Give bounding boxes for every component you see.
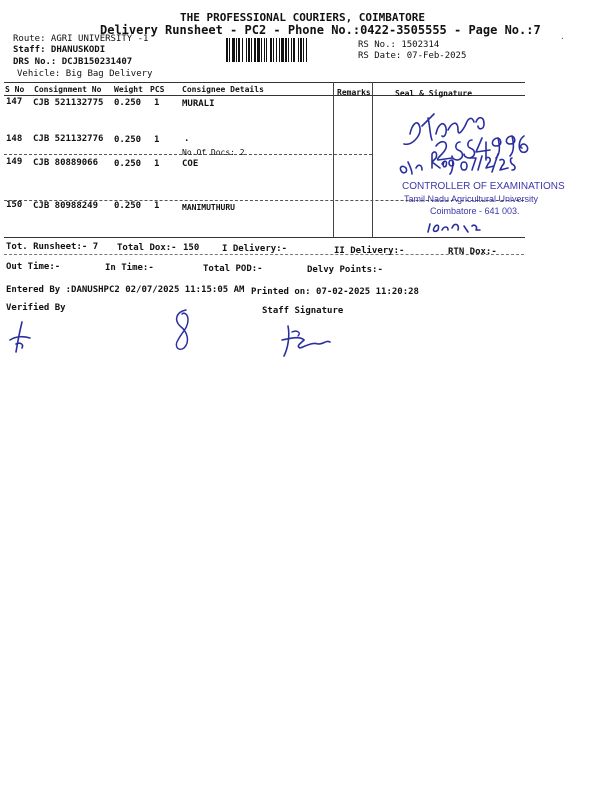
- cell-consignment: CJB 80889066: [33, 158, 99, 168]
- cell-consignment: CJB 80988249: [33, 201, 99, 211]
- staff-signature-scribble: [278, 322, 334, 360]
- barcode-bar: [238, 38, 240, 62]
- barcode-bar: [270, 38, 272, 62]
- delvy-points: Delvy Points:-: [307, 265, 383, 275]
- cell-pcs: 1: [154, 159, 160, 169]
- route-label: Route: AGRI UNIVERSITY -1: [13, 34, 149, 44]
- barcode-bar: [298, 38, 299, 62]
- company-name: THE PROFESSIONAL COURIERS, COIMBATORE: [180, 11, 426, 24]
- barcode-bar: [264, 38, 265, 62]
- drs-number: DRS No.: DCJB150231407: [13, 57, 133, 67]
- entered-by: Entered By :DANUSHPC2 02/07/2025 11:15:05 AM: [6, 285, 245, 295]
- barcode-bar: [273, 38, 274, 62]
- col-header-pcs: PCS: [150, 85, 165, 94]
- middle-signature: [168, 306, 198, 354]
- runsheet-title: Delivery Runsheet - PC2 - Phone No.:0422-3505555 - Page No.:7: [100, 23, 541, 37]
- barcode-bar: [279, 38, 280, 62]
- col-header-sno: S No: [5, 85, 25, 94]
- col-header-consignment: Consignment No: [34, 85, 102, 94]
- barcode-bar: [285, 38, 287, 62]
- total-dox-value: 150: [183, 243, 200, 253]
- barcode-bar: [229, 38, 230, 62]
- col-header-consignee: Consignee Details: [182, 85, 264, 94]
- col-header-seal: Seal & Signature: [395, 89, 473, 98]
- cell-doc-count: No.Of Docs: 2: [182, 148, 245, 157]
- out-time: Out Time:-: [6, 262, 61, 272]
- remarks-divider: [333, 82, 334, 237]
- barcode-bar: [291, 38, 292, 62]
- cell-consignee: MURALI: [182, 99, 215, 109]
- seal-city: Coimbatore - 641 003.: [430, 206, 520, 216]
- barcode-bar: [261, 38, 262, 62]
- verified-by-signature: [6, 318, 36, 354]
- barcode-bar: [293, 38, 295, 62]
- barcode-bar: [226, 38, 228, 62]
- staff-label: Staff: DHANUSKODI: [13, 45, 106, 55]
- barcode-bar: [288, 38, 289, 62]
- cell-pcs: 1: [154, 135, 160, 145]
- barcode-bar: [300, 38, 302, 62]
- cell-consignee: MANIMUTHURU: [182, 203, 235, 212]
- speck-mark: ·: [560, 34, 565, 43]
- cell-weight: 0.250: [114, 201, 142, 211]
- in-time: In Time:-: [105, 263, 154, 273]
- verified-by-label: Verified By: [6, 303, 66, 313]
- barcode-bar: [236, 38, 237, 62]
- received-signature-scribble: [372, 96, 572, 246]
- printed-on: Printed on: 07-02-2025 11:20:28: [251, 287, 419, 297]
- barcode-bar: [276, 38, 277, 62]
- cell-pcs: 1: [154, 201, 160, 211]
- cell-consignment: CJB 521132775: [33, 98, 104, 108]
- cell-sno: 150: [6, 200, 23, 210]
- rs-date: RS Date: 07-Feb-2025: [358, 51, 467, 61]
- rtn-dox: RTN Dox:-: [448, 247, 497, 257]
- cell-weight: 0.250: [114, 98, 142, 108]
- total-pod: Total POD:-: [203, 264, 263, 274]
- cell-consignee: COE: [182, 159, 199, 169]
- barcode-bar: [254, 38, 256, 62]
- cell-sno: 147: [6, 97, 23, 107]
- col-header-remarks: Remarks: [337, 88, 371, 97]
- cell-weight: 0.250: [114, 135, 142, 145]
- barcode-bar: [281, 38, 284, 62]
- vehicle-label: Vehicle: Big Bag Delivery: [17, 69, 153, 79]
- totals-divider: [4, 254, 524, 255]
- barcode-bar: [303, 38, 304, 62]
- barcode-bar: [257, 38, 260, 62]
- cell-sno: 148: [6, 134, 23, 144]
- barcode-bar: [251, 38, 252, 62]
- col-header-weight: Weight: [114, 85, 143, 94]
- barcode-bar: [248, 38, 250, 62]
- cell-consignee: .: [184, 134, 190, 144]
- table-top-border: [4, 82, 525, 83]
- barcode-image: [226, 38, 354, 62]
- barcode-bar: [232, 38, 235, 62]
- cell-sno: 149: [6, 157, 23, 167]
- barcode-bar: [242, 38, 243, 62]
- total-dox-label: Total Dox:-: [117, 243, 177, 253]
- barcode-bar: [306, 38, 307, 62]
- ii-delivery: II Delivery:-: [334, 246, 405, 256]
- tot-runsheet: Tot. Runsheet:- 7: [6, 242, 99, 252]
- staff-signature-label: Staff Signature: [262, 306, 344, 316]
- cell-consignment: CJB 521132776: [33, 134, 104, 144]
- barcode-bar: [246, 38, 247, 62]
- barcode-bar: [266, 38, 267, 62]
- rs-number: RS No.: 1502314: [358, 40, 440, 50]
- cell-weight: 0.250: [114, 159, 142, 169]
- i-delivery: I Delivery:-: [222, 244, 288, 254]
- cell-pcs: 1: [154, 98, 160, 108]
- seal-title: CONTROLLER OF EXAMINATIONS: [402, 181, 565, 192]
- seal-university: Tamil Nadu Agricultural University: [404, 194, 539, 204]
